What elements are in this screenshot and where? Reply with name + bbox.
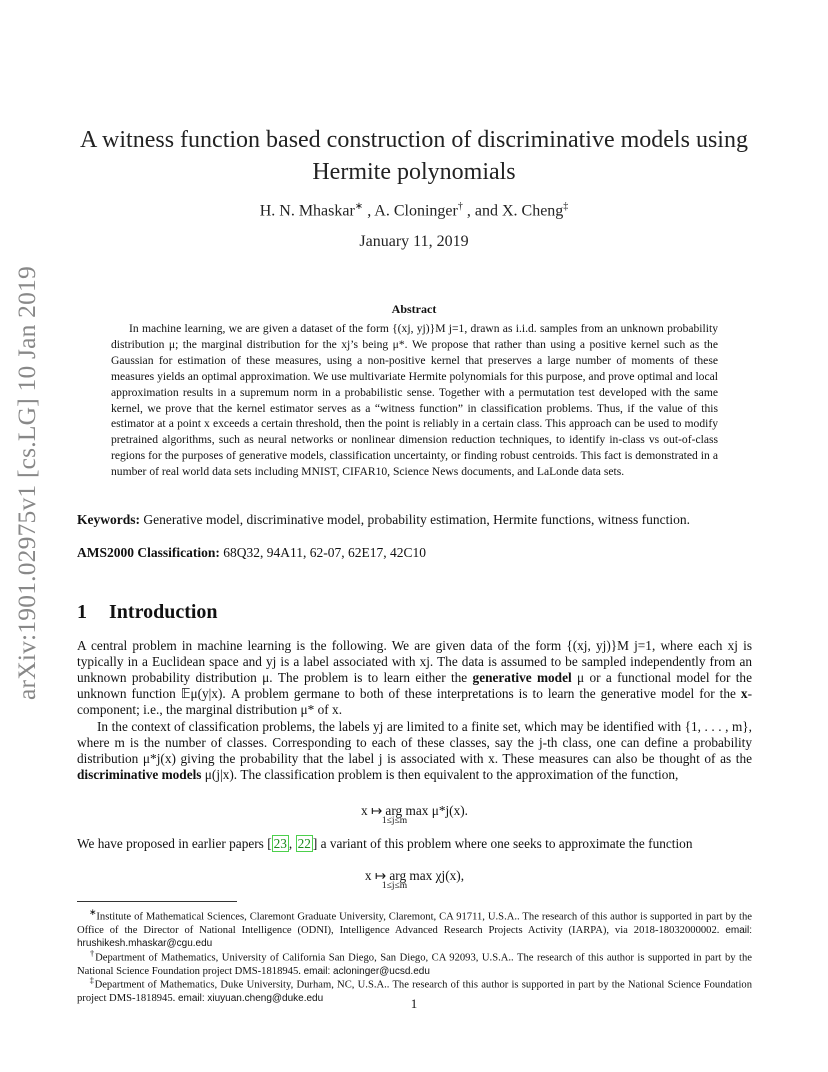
ams-classification <box>77 544 757 562</box>
paper-title <box>70 124 758 188</box>
author-2-mark: † <box>457 201 463 212</box>
author-1: H. N. Mhaskar <box>259 202 355 220</box>
para2-bold-1: discriminative models <box>77 767 202 783</box>
author-3: , and X. Cheng <box>462 202 564 220</box>
footnote-3-mark: ‡ <box>89 975 95 985</box>
para2-text-2: μ(j|x). The classification problem is then equivalent to the approximation of the function, <box>201 767 679 783</box>
section-heading <box>77 601 218 624</box>
footnote-rule <box>77 901 237 902</box>
ams-label: AMS2000 Classification: <box>77 545 220 560</box>
title-line-1: A witness function based construction of discriminative models using <box>80 127 748 153</box>
footnote-1-email: email: hrushikesh.mhaskar@cgu.edu <box>77 924 752 950</box>
author-list <box>70 201 758 220</box>
intro-paragraph-3: We have proposed in earlier papers [ 23 , 22 ] a variant of this problem where one seeks to approximate the function <box>77 836 693 851</box>
para3-text-1: We have proposed in earlier papers <box>77 836 268 851</box>
equation-1 <box>77 803 752 826</box>
paper-date: January 11, 2019 <box>359 233 469 250</box>
equation-1-body: x ↦ arg max μ*j(x). <box>360 803 469 818</box>
author-3-mark: ‡ <box>563 201 569 212</box>
footnote-2-text: Department of Mathematics, University of California San Diego, San Diego, CA 92093, U.S.A.. The research of this author is supported in part by the National Science Foundation project DMS-1818945. <box>77 952 752 977</box>
page-number: 1 <box>410 996 418 1011</box>
intro-paragraph-1 <box>77 638 752 718</box>
equation-2-subscript: 1≤j≤m <box>381 881 408 891</box>
footnote-3-email: email: xiuyuan.cheng@duke.edu <box>177 992 324 1004</box>
footnote-1-mark: ∗ <box>89 907 97 917</box>
footnote-2-email: email: acloninger@ucsd.edu <box>303 965 430 977</box>
equation-1-subscript: 1≤j≤m <box>381 816 408 826</box>
keywords <box>77 511 757 529</box>
keywords-text: Generative model, discriminative model, probability estimation, Hermite functions, witness function. <box>140 512 690 527</box>
author-2: , A. Cloninger <box>363 202 458 220</box>
footnote-1 <box>77 906 752 951</box>
para1-bold-1: generative model <box>472 670 572 686</box>
equation-2 <box>77 868 752 891</box>
para1-text-3: -component; i.e., the marginal distribution μ* of x. <box>77 686 752 718</box>
section-title: Introduction <box>109 601 218 623</box>
footnote-3-text: Department of Mathematics, Duke University, Durham, NC, U.S.A.. The research of this author is supported in part by the National Science Foundation project DMS-1818945. <box>77 979 753 1004</box>
title-line-2: Hermite polynomials <box>312 159 516 185</box>
abstract-heading: Abstract <box>391 302 437 316</box>
ams-text: 68Q32, 94A11, 62-07, 62E17, 42C10 <box>219 545 426 560</box>
arxiv-identifier: arXiv:1901.02975v1 [cs.LG] 10 Jan 2019 <box>12 266 41 700</box>
keywords-label: Keywords: <box>77 512 140 527</box>
footnote-1-text: Institute of Mathematical Sciences, Claremont Graduate University, Claremont, CA 91711, U.S.A.. The research of this author is supported in part by the Office of the Director of National Intelligence (ODNI), Intelligence Advanced Research Projects Activity (IARPA), via 2018-18032000002. <box>77 911 752 936</box>
para1-text-1: A central problem in machine learning is the following. We are given data of the form {(xj, yj)}M j=1, where each xj is typically in a Euclidean space and yj is a label associated with xj. The data is assumed to be sampled independently from an unknown probability distribution μ. The problem is to learn either the <box>77 638 752 686</box>
equation-2-body: x ↦ arg max χj(x), <box>364 868 465 883</box>
para1-bold-2: x <box>740 686 748 702</box>
citation-link[interactable]: 23 <box>273 836 287 851</box>
section-number: 1 <box>77 601 87 623</box>
author-1-mark: ∗ <box>354 201 364 212</box>
para2-text-1: In the context of classification problems, the labels yj are limited to a finite set, which may be identified with {1, . . . , m}, where m is the number of classes. Corresponding to each of these classes, say the j-th class, one can define a probability distribution μ*j(x) giving the probability that the label j is associated with x. These measures can also be thought of as the <box>77 719 752 767</box>
footnote-2-mark: † <box>89 948 96 958</box>
para1-text-2: μ or a functional model for the unknown function 𝔼μ(y|x). A problem germane to both of these interpretations is to learn the generative model for the <box>77 670 752 702</box>
abstract-body: In machine learning, we are given a dataset of the form {(xj, yj)}M j=1, drawn as i.i.d. samples from an unknown probability distribution μ; the marginal distribution for the xj’s being μ*. We propose that rather than using a positive kernel such as the Gaussian for estimation of these measures, using a non-positive kernel that preserves a large number of moments of these measures yields an optimal approximation. We use multivariate Hermite polynomials for this purpose, and prove optimal and local approximation results in a supremum norm in a probabilistic sense. Together with a permutation test developed with the same kernel, we prove that the kernel estimator serves as a “witness function” in classification problems. Thus, if the value of this estimator at a point x exceeds a certain threshold, then the point is reliably in a certain class. This approach can be used to modify pretrained algorithms, such as neural networks or nonlinear dimension reduction techniques, to identify in-class vs out-of-class regions for the purposes of generative models, classification uncertainty, or finding robust centroids. This fact is demonstrated in a number of real world data sets including MNIST, CIFAR10, Science News documents, and LaLonde data sets. <box>111 322 718 479</box>
intro-paragraph-2 <box>77 719 752 783</box>
citation-link[interactable]: 22 <box>297 836 311 851</box>
para3-text-2: a variant of this problem where one seeks to approximate the function <box>317 836 693 851</box>
